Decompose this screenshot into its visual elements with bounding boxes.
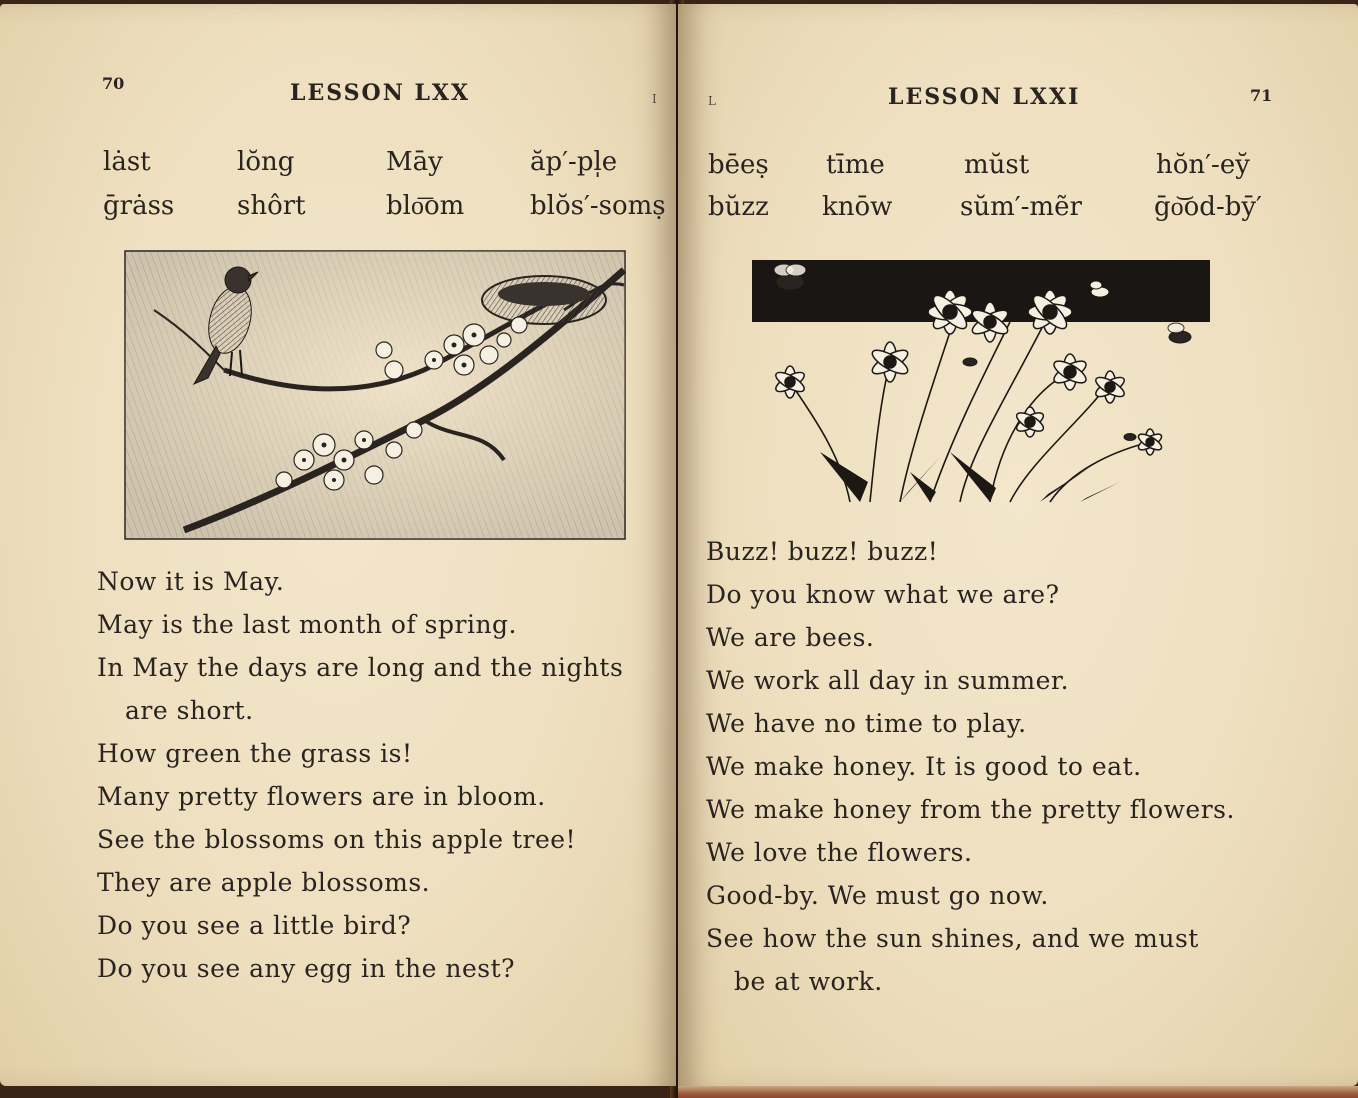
right-page — [678, 4, 1358, 1086]
text-line: We work all day in summer. — [706, 666, 1070, 695]
text-line: See the blossoms on this apple tree! — [97, 825, 577, 854]
vocab-word: hŏn′-ey̆ — [1156, 150, 1250, 180]
vocab-word: tīme — [826, 150, 885, 180]
text-line: Good-by. We must go now. — [706, 881, 1049, 910]
vocab-word: mŭst — [964, 150, 1030, 180]
page-number: 70 — [102, 74, 125, 93]
text-line: Buzz! buzz! buzz! — [706, 537, 939, 566]
text-line: They are apple blossoms. — [97, 868, 431, 897]
text-line: We are bees. — [706, 623, 875, 652]
margin-mark: L — [708, 94, 716, 108]
text-line: Do you see a little bird? — [97, 911, 412, 940]
vocab-word: ḡo͝od-bȳ′ — [1154, 192, 1262, 222]
text-line: May is the last month of spring. — [97, 610, 517, 639]
vocab-word: knōw — [822, 192, 893, 222]
margin-mark: I — [652, 92, 657, 106]
vocab-word: lŏng — [237, 147, 295, 177]
vocab-word: shôrt — [237, 191, 306, 221]
text-line: Now it is May. — [97, 567, 285, 596]
lesson-text — [706, 530, 1235, 1003]
text-line: Do you know what we are? — [706, 580, 1060, 609]
left-page — [0, 4, 676, 1086]
text-line: be at work. — [734, 967, 883, 996]
bird-nest-illustration — [124, 250, 626, 540]
text-line: Do you see any egg in the nest? — [97, 954, 516, 983]
text-line: We make honey. It is good to eat. — [706, 752, 1142, 781]
text-line: are short. — [125, 696, 254, 725]
text-line: We have no time to play. — [706, 709, 1027, 738]
text-line: How green the grass is! — [97, 739, 413, 768]
lesson-text — [97, 560, 623, 990]
bees-flowers-illustration — [750, 252, 1214, 508]
text-line: In May the days are long and the nights — [97, 653, 624, 682]
vocab-word: blo͞om — [386, 191, 465, 221]
text-line: We make honey from the pretty flowers. — [706, 795, 1235, 824]
vocab-word: Māy — [386, 147, 443, 177]
vocab-word: blŏs′-somṣ — [530, 191, 666, 221]
page-edge — [678, 1086, 1358, 1098]
page-number: 71 — [1250, 86, 1273, 105]
vocab-word: bŭzz — [708, 192, 769, 222]
text-line: See how the sun shines, and we must — [706, 924, 1199, 953]
lesson-title: LESSON LXX — [290, 80, 471, 106]
vocab-word: lȧst — [103, 147, 151, 177]
vocab-word: ăp′-pl̩e — [530, 147, 618, 177]
vocab-word: bēeṣ — [708, 150, 769, 180]
vocab-word: sŭm′-mẽr — [960, 192, 1082, 222]
text-line: We love the flowers. — [706, 838, 973, 867]
lesson-title: LESSON LXXI — [888, 84, 1081, 110]
vocab-word: ḡrȧss — [103, 191, 175, 221]
text-line: Many pretty flowers are in bloom. — [97, 782, 546, 811]
